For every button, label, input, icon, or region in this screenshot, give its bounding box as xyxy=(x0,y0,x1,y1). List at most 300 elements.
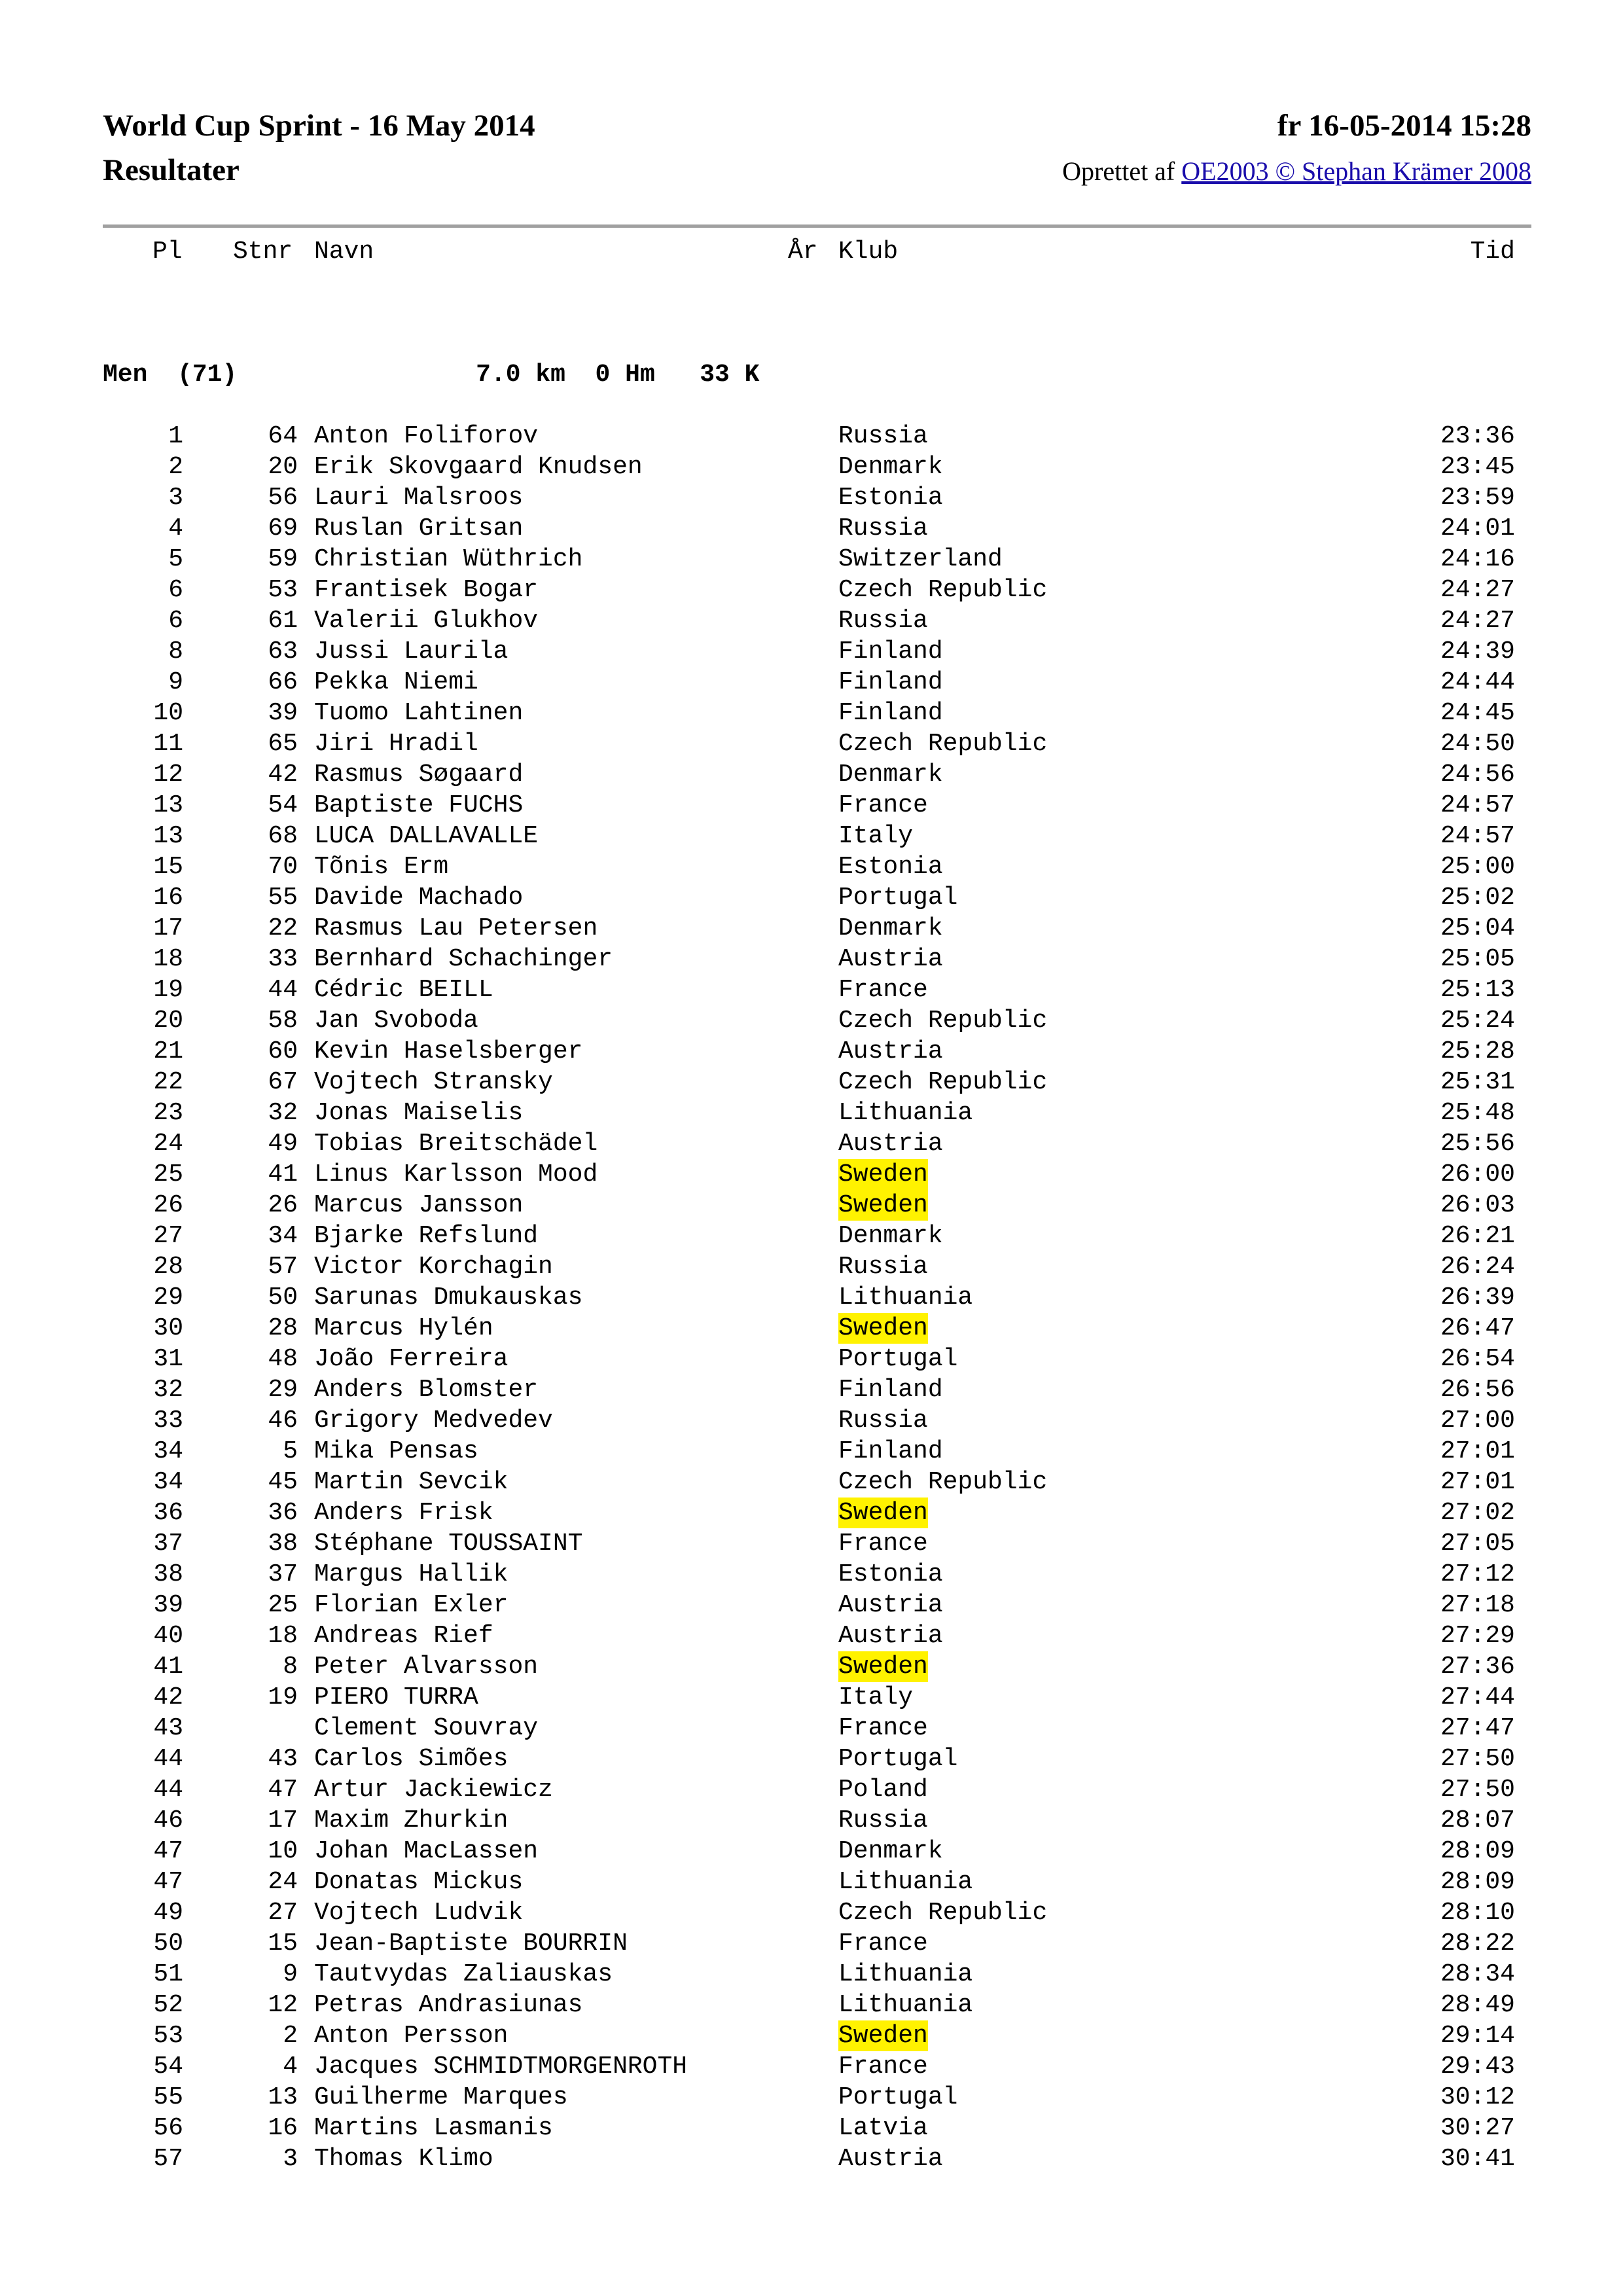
result-place: 21 xyxy=(153,1037,183,1066)
result-row xyxy=(0,421,1623,452)
result-row xyxy=(0,544,1623,575)
result-row xyxy=(0,1128,1623,1159)
result-time: 27:18 xyxy=(1440,1591,1515,1619)
result-place: 9 xyxy=(168,668,183,696)
result-time: 25:28 xyxy=(1440,1037,1515,1066)
result-row xyxy=(0,790,1623,821)
result-row xyxy=(0,1159,1623,1190)
result-club: France xyxy=(838,2053,928,2081)
result-time: 28:10 xyxy=(1440,1899,1515,1927)
result-time: 24:39 xyxy=(1440,637,1515,666)
result-time: 30:12 xyxy=(1440,2083,1515,2111)
result-club: Sweden xyxy=(838,1653,928,1681)
result-place: 36 xyxy=(153,1499,183,1527)
result-time: 27:02 xyxy=(1440,1499,1515,1527)
result-name: Vojtech Stransky xyxy=(314,1068,553,1096)
result-place: 3 xyxy=(168,484,183,512)
class-name: Men xyxy=(103,361,148,389)
result-name: Tõnis Erm xyxy=(314,853,449,881)
result-place: 6 xyxy=(168,576,183,604)
result-time: 27:29 xyxy=(1440,1622,1515,1650)
result-name: Jan Svoboda xyxy=(314,1007,478,1035)
result-start-number: 43 xyxy=(268,1745,298,1773)
result-club: Austria xyxy=(838,945,943,973)
result-name: Thomas Klimo xyxy=(314,2145,493,2173)
result-time: 30:27 xyxy=(1440,2114,1515,2142)
result-row xyxy=(0,1374,1623,1405)
result-time: 25:13 xyxy=(1440,976,1515,1004)
result-row xyxy=(0,1467,1623,1498)
result-start-number: 18 xyxy=(268,1622,298,1650)
result-time: 25:02 xyxy=(1440,884,1515,912)
result-name: Pekka Niemi xyxy=(314,668,478,696)
result-place: 29 xyxy=(153,1283,183,1312)
result-place: 40 xyxy=(153,1622,183,1650)
result-row xyxy=(0,1190,1623,1221)
result-start-number: 67 xyxy=(268,1068,298,1096)
result-place: 44 xyxy=(153,1776,183,1804)
result-time: 26:00 xyxy=(1440,1160,1515,1189)
result-place: 41 xyxy=(153,1653,183,1681)
result-club: Sweden xyxy=(838,2022,928,2050)
result-name: Florian Exler xyxy=(314,1591,508,1619)
result-row xyxy=(0,1682,1623,1713)
result-row xyxy=(0,667,1623,698)
result-row xyxy=(0,882,1623,913)
result-name: Anders Frisk xyxy=(314,1499,493,1527)
result-place: 34 xyxy=(153,1437,183,1465)
result-start-number: 55 xyxy=(268,884,298,912)
result-row xyxy=(0,1436,1623,1467)
result-start-number: 45 xyxy=(268,1468,298,1496)
result-name: Johan MacLassen xyxy=(314,1837,539,1865)
result-time: 25:56 xyxy=(1440,1130,1515,1158)
result-club: Czech Republic xyxy=(838,1068,1048,1096)
result-club: Russia xyxy=(838,422,928,450)
result-place: 22 xyxy=(153,1068,183,1096)
result-name: Peter Alvarsson xyxy=(314,1653,539,1681)
result-place: 52 xyxy=(153,1991,183,2019)
result-time: 30:41 xyxy=(1440,2145,1515,2173)
result-start-number: 17 xyxy=(268,1806,298,1835)
class-climb: 0 Hm xyxy=(595,361,655,389)
result-time: 24:50 xyxy=(1440,730,1515,758)
result-name: Sarunas Dmukauskas xyxy=(314,1283,583,1312)
result-place: 20 xyxy=(153,1007,183,1035)
result-time: 24:56 xyxy=(1440,761,1515,789)
result-row xyxy=(0,1774,1623,1805)
result-time: 26:39 xyxy=(1440,1283,1515,1312)
result-start-number: 22 xyxy=(268,914,298,942)
result-place: 11 xyxy=(153,730,183,758)
result-start-number: 24 xyxy=(268,1868,298,1896)
result-time: 26:47 xyxy=(1440,1314,1515,1342)
col-club: Klub xyxy=(838,238,899,266)
created-by-prefix: Oprettet af xyxy=(1062,156,1182,186)
result-club: Latvia xyxy=(838,2114,928,2142)
result-row xyxy=(0,2082,1623,2113)
result-club: Czech Republic xyxy=(838,1899,1048,1927)
result-start-number: 66 xyxy=(268,668,298,696)
result-start-number: 49 xyxy=(268,1130,298,1158)
result-name: Clement Souvray xyxy=(314,1714,539,1742)
result-club: France xyxy=(838,1929,928,1958)
result-time: 23:36 xyxy=(1440,422,1515,450)
result-club: Austria xyxy=(838,2145,943,2173)
result-start-number: 19 xyxy=(268,1683,298,1712)
result-club: Switzerland xyxy=(838,545,1003,573)
result-club: Austria xyxy=(838,1591,943,1619)
result-start-number: 20 xyxy=(268,453,298,481)
result-name: Anders Blomster xyxy=(314,1376,539,1404)
result-club: Estonia xyxy=(838,484,943,512)
result-start-number: 53 xyxy=(268,576,298,604)
result-row xyxy=(0,1313,1623,1344)
result-name: Maxim Zhurkin xyxy=(314,1806,508,1835)
result-row xyxy=(0,1251,1623,1282)
result-club: France xyxy=(838,1714,928,1742)
result-club: Czech Republic xyxy=(838,576,1048,604)
result-place: 8 xyxy=(168,637,183,666)
result-row xyxy=(0,1928,1623,1959)
result-start-number: 42 xyxy=(268,761,298,789)
result-place: 23 xyxy=(153,1099,183,1127)
result-place: 43 xyxy=(153,1714,183,1742)
result-name: Linus Karlsson Mood xyxy=(314,1160,598,1189)
result-name: Jussi Laurila xyxy=(314,637,508,666)
result-start-number: 38 xyxy=(268,1530,298,1558)
result-name: João Ferreira xyxy=(314,1345,508,1373)
result-row xyxy=(0,1221,1623,1251)
result-time: 29:43 xyxy=(1440,2053,1515,2081)
result-place: 17 xyxy=(153,914,183,942)
result-row xyxy=(0,1282,1623,1313)
result-place: 15 xyxy=(153,853,183,881)
result-time: 25:00 xyxy=(1440,853,1515,881)
header-divider xyxy=(103,224,1531,228)
result-start-number: 12 xyxy=(268,1991,298,2019)
result-club: Czech Republic xyxy=(838,1468,1048,1496)
result-club: Russia xyxy=(838,1407,928,1435)
result-place: 24 xyxy=(153,1130,183,1158)
result-time: 25:48 xyxy=(1440,1099,1515,1127)
result-row xyxy=(0,2020,1623,2051)
result-time: 24:57 xyxy=(1440,791,1515,819)
result-time: 24:27 xyxy=(1440,607,1515,635)
result-start-number: 13 xyxy=(268,2083,298,2111)
result-place: 19 xyxy=(153,976,183,1004)
result-row xyxy=(0,913,1623,944)
result-start-number: 25 xyxy=(268,1591,298,1619)
result-time: 27:05 xyxy=(1440,1530,1515,1558)
result-time: 27:00 xyxy=(1440,1407,1515,1435)
result-place: 33 xyxy=(153,1407,183,1435)
result-time: 24:45 xyxy=(1440,699,1515,727)
result-name: Tautvydas Zaliauskas xyxy=(314,1960,613,1988)
result-name: Marcus Hylén xyxy=(314,1314,493,1342)
page-subtitle: Resultater xyxy=(103,153,240,187)
result-start-number: 10 xyxy=(268,1837,298,1865)
result-place: 34 xyxy=(153,1468,183,1496)
result-row xyxy=(0,1836,1623,1867)
result-row xyxy=(0,1559,1623,1590)
result-row xyxy=(0,2113,1623,2144)
result-club: France xyxy=(838,976,928,1004)
result-start-number: 65 xyxy=(268,730,298,758)
result-name: Frantisek Bogar xyxy=(314,576,539,604)
result-name: Davide Machado xyxy=(314,884,524,912)
result-time: 27:36 xyxy=(1440,1653,1515,1681)
result-time: 23:45 xyxy=(1440,453,1515,481)
result-row xyxy=(0,1744,1623,1774)
result-name: PIERO TURRA xyxy=(314,1683,478,1712)
result-place: 46 xyxy=(153,1806,183,1835)
result-start-number: 27 xyxy=(268,1899,298,1927)
result-place: 39 xyxy=(153,1591,183,1619)
result-start-number: 36 xyxy=(268,1499,298,1527)
result-start-number: 60 xyxy=(268,1037,298,1066)
result-name: Tuomo Lahtinen xyxy=(314,699,524,727)
result-start-number: 46 xyxy=(268,1407,298,1435)
col-tid: Tid xyxy=(1470,238,1515,266)
result-name: Marcus Jansson xyxy=(314,1191,524,1219)
result-row xyxy=(0,759,1623,790)
oe2003-link[interactable]: OE2003 © Stephan Krämer 2008 xyxy=(1181,156,1531,186)
result-name: Andreas Rief xyxy=(314,1622,493,1650)
result-row xyxy=(0,2144,1623,2174)
result-time: 29:14 xyxy=(1440,2022,1515,2050)
result-row xyxy=(0,575,1623,605)
result-place: 31 xyxy=(153,1345,183,1373)
result-club: Estonia xyxy=(838,1560,943,1588)
result-place: 6 xyxy=(168,607,183,635)
result-start-number: 16 xyxy=(268,2114,298,2142)
result-start-number: 64 xyxy=(268,422,298,450)
result-row xyxy=(0,1959,1623,1990)
result-place: 47 xyxy=(153,1837,183,1865)
result-row xyxy=(0,1005,1623,1036)
result-club: Austria xyxy=(838,1622,943,1650)
result-place: 30 xyxy=(153,1314,183,1342)
result-place: 12 xyxy=(153,761,183,789)
result-start-number: 9 xyxy=(283,1960,298,1988)
class-distance: 7.0 km xyxy=(476,361,565,389)
result-start-number: 15 xyxy=(268,1929,298,1958)
result-club: Denmark xyxy=(838,761,943,789)
result-start-number: 68 xyxy=(268,822,298,850)
result-place: 13 xyxy=(153,822,183,850)
result-start-number: 26 xyxy=(268,1191,298,1219)
result-club: Austria xyxy=(838,1037,943,1066)
result-start-number: 28 xyxy=(268,1314,298,1342)
result-name: Mika Pensas xyxy=(314,1437,478,1465)
result-time: 27:50 xyxy=(1440,1745,1515,1773)
class-count: (71) xyxy=(177,361,238,389)
result-name: Kevin Haselsberger xyxy=(314,1037,583,1066)
result-row xyxy=(0,1067,1623,1098)
result-name: Artur Jackiewicz xyxy=(314,1776,553,1804)
result-name: Anton Foliforov xyxy=(314,422,539,450)
result-row xyxy=(0,2051,1623,2082)
result-start-number: 70 xyxy=(268,853,298,881)
result-club: Russia xyxy=(838,607,928,635)
result-name: Grigory Medvedev xyxy=(314,1407,553,1435)
result-row xyxy=(0,1897,1623,1928)
result-row xyxy=(0,728,1623,759)
result-time: 24:27 xyxy=(1440,576,1515,604)
col-pl: Pl xyxy=(152,238,183,266)
result-row xyxy=(0,1098,1623,1128)
result-name: LUCA DALLAVALLE xyxy=(314,822,539,850)
print-datetime: fr 16-05-2014 15:28 xyxy=(1277,109,1531,143)
result-place: 44 xyxy=(153,1745,183,1773)
result-name: Martin Sevcik xyxy=(314,1468,508,1496)
result-name: Jean-Baptiste BOURRIN xyxy=(314,1929,628,1958)
result-name: Baptiste FUCHS xyxy=(314,791,524,819)
result-start-number: 54 xyxy=(268,791,298,819)
result-row xyxy=(0,1867,1623,1897)
result-time: 25:31 xyxy=(1440,1068,1515,1096)
result-start-number: 29 xyxy=(268,1376,298,1404)
results-list xyxy=(0,421,1623,2174)
result-club: Russia xyxy=(838,514,928,543)
result-start-number: 8 xyxy=(283,1653,298,1681)
result-place: 4 xyxy=(168,514,183,543)
result-row xyxy=(0,852,1623,882)
result-club: Lithuania xyxy=(838,1283,973,1312)
result-start-number: 50 xyxy=(268,1283,298,1312)
result-time: 25:05 xyxy=(1440,945,1515,973)
result-start-number: 39 xyxy=(268,699,298,727)
result-row xyxy=(0,975,1623,1005)
result-row xyxy=(0,1805,1623,1836)
result-row xyxy=(0,1528,1623,1559)
result-name: Jacques SCHMIDTMORGENROTH xyxy=(314,2053,688,2081)
result-row xyxy=(0,1590,1623,1621)
result-club: Russia xyxy=(838,1806,928,1835)
result-row xyxy=(0,944,1623,975)
result-row xyxy=(0,482,1623,513)
result-club: France xyxy=(838,791,928,819)
result-time: 27:47 xyxy=(1440,1714,1515,1742)
result-place: 16 xyxy=(153,884,183,912)
result-start-number: 33 xyxy=(268,945,298,973)
result-time: 23:59 xyxy=(1440,484,1515,512)
result-time: 26:21 xyxy=(1440,1222,1515,1250)
result-club: Sweden xyxy=(838,1160,928,1189)
result-name: Carlos Simões xyxy=(314,1745,508,1773)
result-start-number: 2 xyxy=(283,2022,298,2050)
result-start-number: 34 xyxy=(268,1222,298,1250)
result-time: 26:03 xyxy=(1440,1191,1515,1219)
result-club: Portugal xyxy=(838,1745,958,1773)
result-start-number: 63 xyxy=(268,637,298,666)
result-time: 25:04 xyxy=(1440,914,1515,942)
result-start-number: 48 xyxy=(268,1345,298,1373)
result-place: 25 xyxy=(153,1160,183,1189)
result-row xyxy=(0,821,1623,852)
result-name: Ruslan Gritsan xyxy=(314,514,524,543)
result-name: Victor Korchagin xyxy=(314,1253,553,1281)
result-row xyxy=(0,1498,1623,1528)
result-start-number: 44 xyxy=(268,976,298,1004)
result-name: Donatas Mickus xyxy=(314,1868,524,1896)
result-start-number: 59 xyxy=(268,545,298,573)
col-name: Navn xyxy=(314,238,374,266)
result-time: 24:57 xyxy=(1440,822,1515,850)
result-time: 28:07 xyxy=(1440,1806,1515,1835)
result-name: Valerii Glukhov xyxy=(314,607,539,635)
result-start-number: 3 xyxy=(283,2145,298,2173)
result-club: Czech Republic xyxy=(838,1007,1048,1035)
result-club: Lithuania xyxy=(838,1960,973,1988)
result-club: Estonia xyxy=(838,853,943,881)
result-start-number: 57 xyxy=(268,1253,298,1281)
result-club: Austria xyxy=(838,1130,943,1158)
result-place: 18 xyxy=(153,945,183,973)
result-place: 26 xyxy=(153,1191,183,1219)
result-name: Tobias Breitschädel xyxy=(314,1130,598,1158)
result-place: 32 xyxy=(153,1376,183,1404)
result-start-number: 58 xyxy=(268,1007,298,1035)
result-club: Denmark xyxy=(838,453,943,481)
result-row xyxy=(0,1344,1623,1374)
result-row xyxy=(0,452,1623,482)
result-time: 27:01 xyxy=(1440,1468,1515,1496)
result-place: 55 xyxy=(153,2083,183,2111)
result-start-number: 37 xyxy=(268,1560,298,1588)
result-name: Erik Skovgaard Knudsen xyxy=(314,453,643,481)
result-row xyxy=(0,1621,1623,1651)
result-name: Vojtech Ludvik xyxy=(314,1899,524,1927)
class-controls: 33 K xyxy=(700,361,760,389)
result-start-number: 5 xyxy=(283,1437,298,1465)
result-name: Margus Hallik xyxy=(314,1560,508,1588)
result-time: 27:01 xyxy=(1440,1437,1515,1465)
result-row xyxy=(0,1713,1623,1744)
result-club: Sweden xyxy=(838,1314,928,1342)
result-club: Portugal xyxy=(838,1345,958,1373)
result-club: Russia xyxy=(838,1253,928,1281)
result-time: 28:09 xyxy=(1440,1837,1515,1865)
result-place: 47 xyxy=(153,1868,183,1896)
result-start-number: 56 xyxy=(268,484,298,512)
result-place: 13 xyxy=(153,791,183,819)
result-start-number: 4 xyxy=(283,2053,298,2081)
result-club: Sweden xyxy=(838,1499,928,1527)
result-time: 26:56 xyxy=(1440,1376,1515,1404)
result-club: Finland xyxy=(838,637,943,666)
result-name: Cédric BEILL xyxy=(314,976,493,1004)
result-place: 42 xyxy=(153,1683,183,1712)
result-time: 28:49 xyxy=(1440,1991,1515,2019)
result-time: 24:16 xyxy=(1440,545,1515,573)
result-place: 5 xyxy=(168,545,183,573)
result-start-number: 69 xyxy=(268,514,298,543)
result-row xyxy=(0,1405,1623,1436)
result-place: 49 xyxy=(153,1899,183,1927)
result-time: 28:34 xyxy=(1440,1960,1515,1988)
result-place: 53 xyxy=(153,2022,183,2050)
result-name: Jiri Hradil xyxy=(314,730,478,758)
result-start-number: 61 xyxy=(268,607,298,635)
result-club: Denmark xyxy=(838,1837,943,1865)
result-club: Sweden xyxy=(838,1191,928,1219)
result-row xyxy=(0,513,1623,544)
result-place: 28 xyxy=(153,1253,183,1281)
class-header xyxy=(103,360,759,390)
result-name: Bernhard Schachinger xyxy=(314,945,613,973)
